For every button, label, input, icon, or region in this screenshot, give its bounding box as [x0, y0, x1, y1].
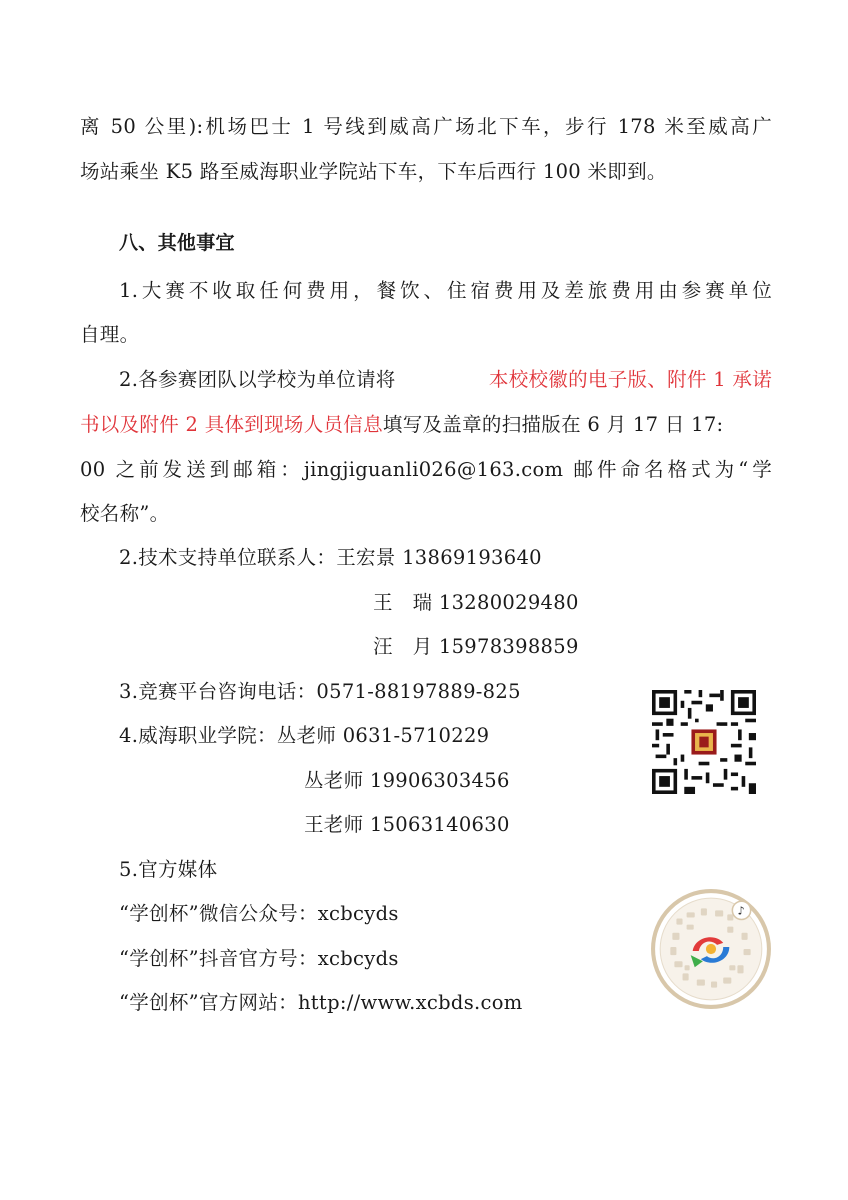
platform-phone: 3.竞赛平台咨询电话：0571-88197889-825	[119, 680, 521, 703]
media-website: “学创杯”官方网站：http://www.xcbds.com	[119, 991, 523, 1014]
tech-contact-1: 2.技术支持单位联系人：王宏景 13869193640	[119, 546, 542, 569]
section-heading: 八、其他事宜	[119, 232, 235, 254]
item1-line-1: 1.大赛不收取任何费用，餐饮、住宿费用及差旅费用由参赛单位	[119, 279, 772, 302]
tech-contact-2: 王 瑞 13280029480	[373, 591, 579, 614]
item2-after: 填写及盖章的扫描版在 6 月 17 日 17:	[382, 413, 724, 436]
media-douyin: “学创杯”抖音官方号：xcbcyds	[119, 947, 399, 970]
item2-line-4: 校名称”。	[80, 502, 170, 525]
item2-line-2	[80, 411, 723, 439]
item2-prefix: 2.各参赛团队以学校为单位请将	[119, 368, 396, 391]
tech-contact-3: 汪 月 15978398859	[373, 635, 579, 658]
college-contact-1: 4.威海职业学院：丛老师 0631-5710229	[119, 724, 490, 747]
item2-red-text-2: 书以及附件 2 具体到现场人员信息	[80, 413, 383, 436]
media-wechat: “学创杯”微信公众号：xcbcyds	[119, 902, 399, 925]
college-contact-3: 王老师 15063140630	[304, 813, 510, 836]
douyin-qr-icon	[650, 888, 772, 1010]
svg-text:♪: ♪	[737, 904, 745, 918]
intro-line-1: 离 50 公里):机场巴士 1 号线到威高广场北下车，步行 178 米至威高广	[80, 115, 772, 138]
college-contact-2: 丛老师 19906303456	[304, 769, 510, 792]
item2-line-3: 00 之前发送到邮箱：jingjiguanli026@163.com 邮件命名格式为“学	[80, 458, 772, 481]
qr-code-icon	[652, 690, 756, 794]
item2-line-1	[119, 366, 772, 394]
item1-line-2: 自理。	[80, 323, 140, 346]
media-title: 5.官方媒体	[119, 858, 218, 881]
intro-line-2: 场站乘坐 K5 路至威海职业学院站下车，下车后西行 100 米即到。	[80, 160, 667, 183]
item2-red-text-1: 本校校徽的电子版、附件 1 承诺	[488, 368, 772, 391]
